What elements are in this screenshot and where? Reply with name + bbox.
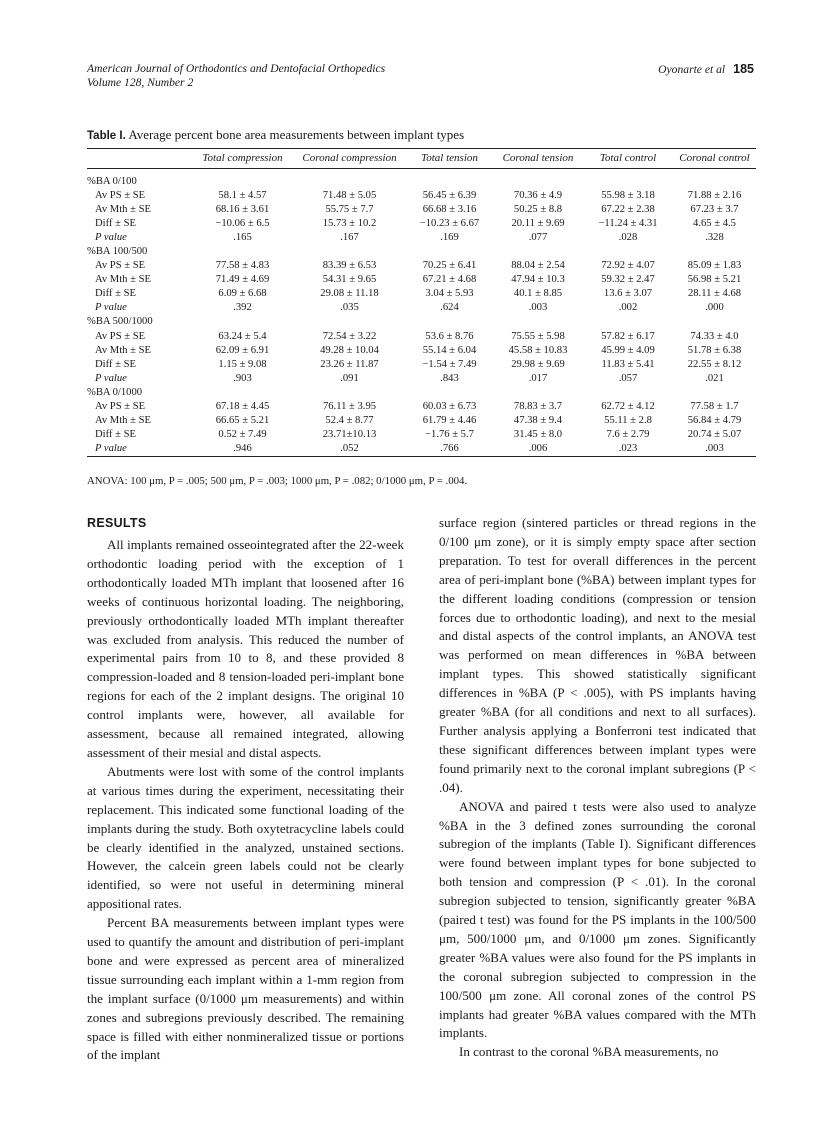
row-label: P value — [95, 232, 127, 244]
table-cell: 74.33 ± 4.0 — [690, 330, 739, 342]
row-label: Diff ± SE — [95, 428, 136, 440]
table-cell: −10.06 ± 6.5 — [215, 218, 270, 230]
table-cell: 22.55 ± 8.12 — [687, 358, 742, 370]
table-cell: .091 — [340, 372, 359, 384]
table-cell: 71.49 ± 4.69 — [215, 274, 270, 286]
table-row — [87, 414, 756, 428]
column-header: Total control — [583, 149, 673, 169]
table-cell: 72.54 ± 3.22 — [322, 330, 377, 342]
running-head-right — [658, 62, 754, 77]
table-cell: 23.71±10.13 — [322, 428, 377, 440]
journal-volume: Volume 128, Number 2 — [87, 76, 194, 89]
table-cell: .003 — [528, 302, 548, 314]
table-cell: 23.26 ± 11.87 — [320, 358, 379, 370]
table-cell: 58.1 ± 4.57 — [218, 190, 267, 202]
body-paragraph: surface region (sintered particles or thread regions in the 0/100 μm zone), or it is simply empty space after section preparation. To test for overall differences in the percent area of peri-implant bone (%BA) between implant types for the different loading conditions (compression or tension forces due to orthodontic loading), and next to the mesial and distal aspects of the control implants, an ANOVA test was performed on mean differences in %BA between implant types. This showed statistically significant differences in %BA (P < .005), with PS implants having greater %BA (for all conditions and next to all surfaces). Further analysis applying a Bonferroni test indicated that these significant differences between implant types were found primarily next to the coronal implant subregions (P < .04). — [439, 515, 756, 795]
running-head-left — [87, 62, 385, 90]
table-cell: 76.11 ± 3.95 — [322, 400, 377, 412]
table-cell: .077 — [528, 232, 548, 244]
table-cell: .006 — [493, 442, 583, 457]
table-cell: 63.24 ± 5.4 — [218, 330, 267, 342]
row-label: P value — [95, 302, 127, 314]
table-cell: .946 — [192, 442, 293, 457]
table-cell: .023 — [583, 442, 673, 457]
table-cell: 68.16 ± 3.61 — [215, 204, 270, 216]
table-cell: 67.22 ± 2.38 — [601, 204, 655, 216]
table-cell: .017 — [528, 372, 548, 384]
table-cell: −1.76 ± 5.7 — [425, 428, 474, 440]
table-cell: 78.83 ± 3.7 — [513, 400, 563, 412]
table-cell: 45.99 ± 4.09 — [601, 344, 655, 356]
table-cell: 77.58 ± 4.83 — [215, 260, 270, 272]
body-paragraph: ANOVA and paired t tests were also used to analyze %BA in the 3 defined zones surrounding the coronal subregion of the implants (Table I). Significant differences were found between implant types for bone subjected to both tension and compression (P < .01). In the coronal subregion subjected to tension, significantly greater %BA (paired t test) was found for the PS implants in the 100/500 μm, 500/1000 μm, and 0/1000 μm zones. Significantly greater %BA values were also found for the PS implants in the coronal subregion subjected to compression in the 100/500 μm zone. All coronal zones of the control PS implants had greater %BA values compared with the MTh implants. — [439, 798, 756, 1041]
table-cell: .057 — [618, 372, 638, 384]
row-label: Av PS ± SE — [95, 400, 146, 412]
table-cell: 1.15 ± 9.08 — [218, 358, 267, 370]
table-body — [87, 169, 756, 457]
row-label: Av PS ± SE — [95, 190, 146, 202]
table-cell: 62.72 ± 4.12 — [601, 400, 655, 412]
body-paragraph: All implants remained osseointegrated after the 22-week orthodontic loading period with the exception of 1 orthodontically loaded MTh implant that loosened after 16 weeks of continuous horizontal loading. The neighboring, previously orthodontically loaded MTh implant thereafter was excluded from analysis. This reduced the number of experimental pairs from 10 to 8, and these provided 8 compression-loaded and 8 tension-loaded peri-implant bone regions for each of the 2 implant designs. The original 10 control implants were, however, all available for assessment, because all remained integrated, allowing assessment of their mesial and distal aspects. — [87, 537, 404, 760]
table-cell: .052 — [293, 442, 406, 457]
table-cell: 20.11 ± 9.69 — [511, 218, 565, 230]
table-row — [87, 301, 756, 315]
table-cell: 54.31 ± 9.65 — [322, 274, 377, 286]
table-cell: −11.24 ± 4.31 — [598, 218, 658, 230]
table-row — [87, 442, 756, 457]
table-cell: .328 — [705, 232, 724, 244]
table-row — [87, 273, 756, 287]
table-row — [87, 358, 756, 372]
table-caption-text: Average percent bone area measurements between implant types — [128, 127, 465, 142]
row-label: Diff ± SE — [95, 288, 136, 300]
table-cell: 57.82 ± 6.17 — [601, 330, 655, 342]
table-cell: 56.84 ± 4.79 — [687, 414, 742, 426]
table-row — [87, 259, 756, 273]
row-label: P value — [95, 372, 127, 384]
table-group-row — [87, 315, 756, 329]
table-cell: 11.83 ± 5.41 — [601, 358, 655, 370]
table-cell: .167 — [340, 232, 359, 244]
table-cell: 13.6 ± 3.07 — [603, 288, 653, 300]
table-row — [87, 344, 756, 358]
body-paragraph: Percent BA measurements between implant types were used to quantify the amount and distribution of peri-implant bone and were expressed as percent area of mineralized tissue surrounding each implant within a 1-mm region from the implant surface (0/1000 μm measurements) and within zones and subregions previously described. The remaining space is filled with either nonmineralized tissue or portions of the implant — [87, 915, 404, 1063]
table-cell: 55.11 ± 2.8 — [604, 414, 652, 426]
table-cell: .392 — [233, 302, 252, 314]
table-row — [87, 189, 756, 203]
table-group-row — [87, 386, 756, 400]
table-cell: .843 — [440, 372, 459, 384]
table-cell: 77.58 ± 1.7 — [690, 400, 739, 412]
table-cell: .000 — [705, 302, 724, 314]
table-caption — [87, 127, 464, 143]
table-cell: 28.11 ± 4.68 — [687, 288, 742, 300]
table-cell: 31.45 ± 8.0 — [513, 428, 563, 440]
table-cell: 67.18 ± 4.45 — [215, 400, 270, 412]
table-row — [87, 400, 756, 414]
table-row — [87, 428, 756, 442]
table-cell: 53.6 ± 8.76 — [425, 330, 474, 342]
table-cell: 49.28 ± 10.04 — [320, 344, 379, 356]
body-paragraph: In contrast to the coronal %BA measurements, no — [459, 1044, 719, 1060]
table-cell: 20.74 ± 5.07 — [687, 428, 742, 440]
table-footnote: ANOVA: 100 μm, P = .005; 500 μm, P = .003; 1000 μm, P = .082; 0/1000 μm, P = .004. — [87, 475, 468, 487]
table-cell: 66.68 ± 3.16 — [422, 204, 477, 216]
column-header: Total compression — [192, 149, 293, 169]
table-cell: 70.36 ± 4.9 — [513, 190, 563, 202]
table-cell: 62.09 ± 6.91 — [215, 344, 270, 356]
table-cell: 40.1 ± 8.85 — [513, 288, 563, 300]
journal-name: American Journal of Orthodontics and Dentofacial Orthopedics — [87, 62, 386, 75]
table-cell: .003 — [673, 442, 756, 457]
table-cell: 6.09 ± 6.68 — [218, 288, 267, 300]
row-label: Diff ± SE — [95, 358, 136, 370]
table-group-title: %BA 500/1000 — [87, 316, 153, 328]
table-cell: −1.54 ± 7.49 — [422, 358, 477, 370]
table-cell: 3.04 ± 5.93 — [425, 288, 474, 300]
column-header: Coronal control — [673, 149, 756, 169]
table-group-title: %BA 0/1000 — [87, 386, 143, 398]
table-cell: .165 — [233, 232, 252, 244]
table-row — [87, 231, 756, 245]
table-cell: 61.79 ± 4.46 — [422, 414, 477, 426]
column-header — [87, 149, 192, 169]
table-cell: 75.55 ± 5.98 — [511, 330, 565, 342]
table-cell: 55.75 ± 7.7 — [325, 204, 374, 216]
table-cell: .035 — [340, 302, 359, 314]
table-cell: 55.98 ± 3.18 — [601, 190, 655, 202]
table-cell: 67.21 ± 4.68 — [422, 274, 477, 286]
row-label: Diff ± SE — [95, 218, 136, 230]
row-label: Av Mth ± SE — [95, 344, 151, 356]
table-cell: .903 — [233, 372, 252, 384]
table-group-row — [87, 175, 756, 189]
body-column-left — [87, 514, 404, 1065]
table-cell: 60.03 ± 6.73 — [422, 400, 477, 412]
column-header: Total tension — [406, 149, 493, 169]
row-label: P value — [87, 442, 192, 457]
row-label: Av PS ± SE — [95, 330, 146, 342]
table-group-title: %BA 0/100 — [87, 176, 137, 187]
column-header: Coronal tension — [493, 149, 583, 169]
results-table — [87, 148, 756, 457]
table-group-title: %BA 100/500 — [87, 246, 148, 258]
table-row — [87, 330, 756, 344]
table-cell: .766 — [406, 442, 493, 457]
row-label: Av Mth ± SE — [95, 414, 151, 426]
running-head — [87, 62, 754, 96]
table-cell: 71.88 ± 2.16 — [687, 190, 742, 202]
row-label: Av Mth ± SE — [95, 274, 151, 286]
section-heading: RESULTS — [87, 516, 147, 530]
table-cell: 56.98 ± 5.21 — [687, 274, 742, 286]
table-cell: .021 — [705, 372, 724, 384]
column-header: Coronal compression — [293, 149, 406, 169]
table-cell: 7.6 ± 2.79 — [606, 428, 650, 440]
table-cell: 56.45 ± 6.39 — [422, 190, 477, 202]
table-cell: 0.52 ± 7.49 — [218, 428, 267, 440]
table-cell: 45.58 ± 10.83 — [508, 344, 568, 356]
table-cell: 67.23 ± 3.7 — [690, 204, 739, 216]
table-cell: .002 — [618, 302, 638, 314]
table-cell: 29.98 ± 9.69 — [511, 358, 565, 370]
table-cell: 51.78 ± 6.38 — [687, 344, 742, 356]
table-cell: −10.23 ± 6.67 — [419, 218, 480, 230]
row-label: Av Mth ± SE — [95, 204, 151, 216]
table-label: Table I. — [87, 130, 126, 142]
results-table-container — [87, 148, 756, 457]
row-label: Av PS ± SE — [95, 260, 146, 272]
table-cell: 47.38 ± 9.4 — [513, 414, 563, 426]
author-names: Oyonarte et al — [658, 63, 726, 76]
table-cell: 55.14 ± 6.04 — [422, 344, 477, 356]
table-cell: 71.48 ± 5.05 — [322, 190, 377, 202]
table-cell: 29.08 ± 11.18 — [320, 288, 379, 300]
table-cell: 72.92 ± 4.07 — [601, 260, 655, 272]
table-cell: .169 — [440, 232, 459, 244]
table-cell: 83.39 ± 6.53 — [322, 260, 377, 272]
table-row — [87, 203, 756, 217]
table-cell: .624 — [440, 302, 459, 314]
table-cell: 50.25 ± 8.8 — [513, 204, 563, 216]
table-cell: 85.09 ± 1.83 — [687, 260, 742, 272]
table-cell: 15.73 ± 10.2 — [322, 218, 377, 230]
table-cell: .028 — [618, 232, 638, 244]
table-cell: 59.32 ± 2.47 — [601, 274, 655, 286]
table-row — [87, 217, 756, 231]
table-cell: 4.65 ± 4.5 — [693, 218, 736, 230]
table-cell: 88.04 ± 2.54 — [511, 260, 565, 272]
table-cell: 66.65 ± 5.21 — [215, 414, 270, 426]
page-number: 185 — [733, 62, 754, 76]
table-cell: 52.4 ± 8.77 — [325, 414, 374, 426]
table-group-row — [87, 245, 756, 259]
body-paragraph: Abutments were lost with some of the control implants at various times during the experiment, necessitating their replacement. This indicated some functional loading of the implants during the study. Both oxytetracycline labels could be clearly identified in the analyzed, unstained sections. However, the calcein green labels could not be clearly identified, so were not useful in determining mineral appositional rates. — [87, 763, 404, 912]
body-column-right — [439, 514, 756, 1062]
table-row — [87, 287, 756, 301]
table-row — [87, 372, 756, 386]
table-header-row — [87, 149, 756, 169]
table-cell: 47.94 ± 10.3 — [511, 274, 565, 286]
table-cell: 70.25 ± 6.41 — [422, 260, 477, 272]
